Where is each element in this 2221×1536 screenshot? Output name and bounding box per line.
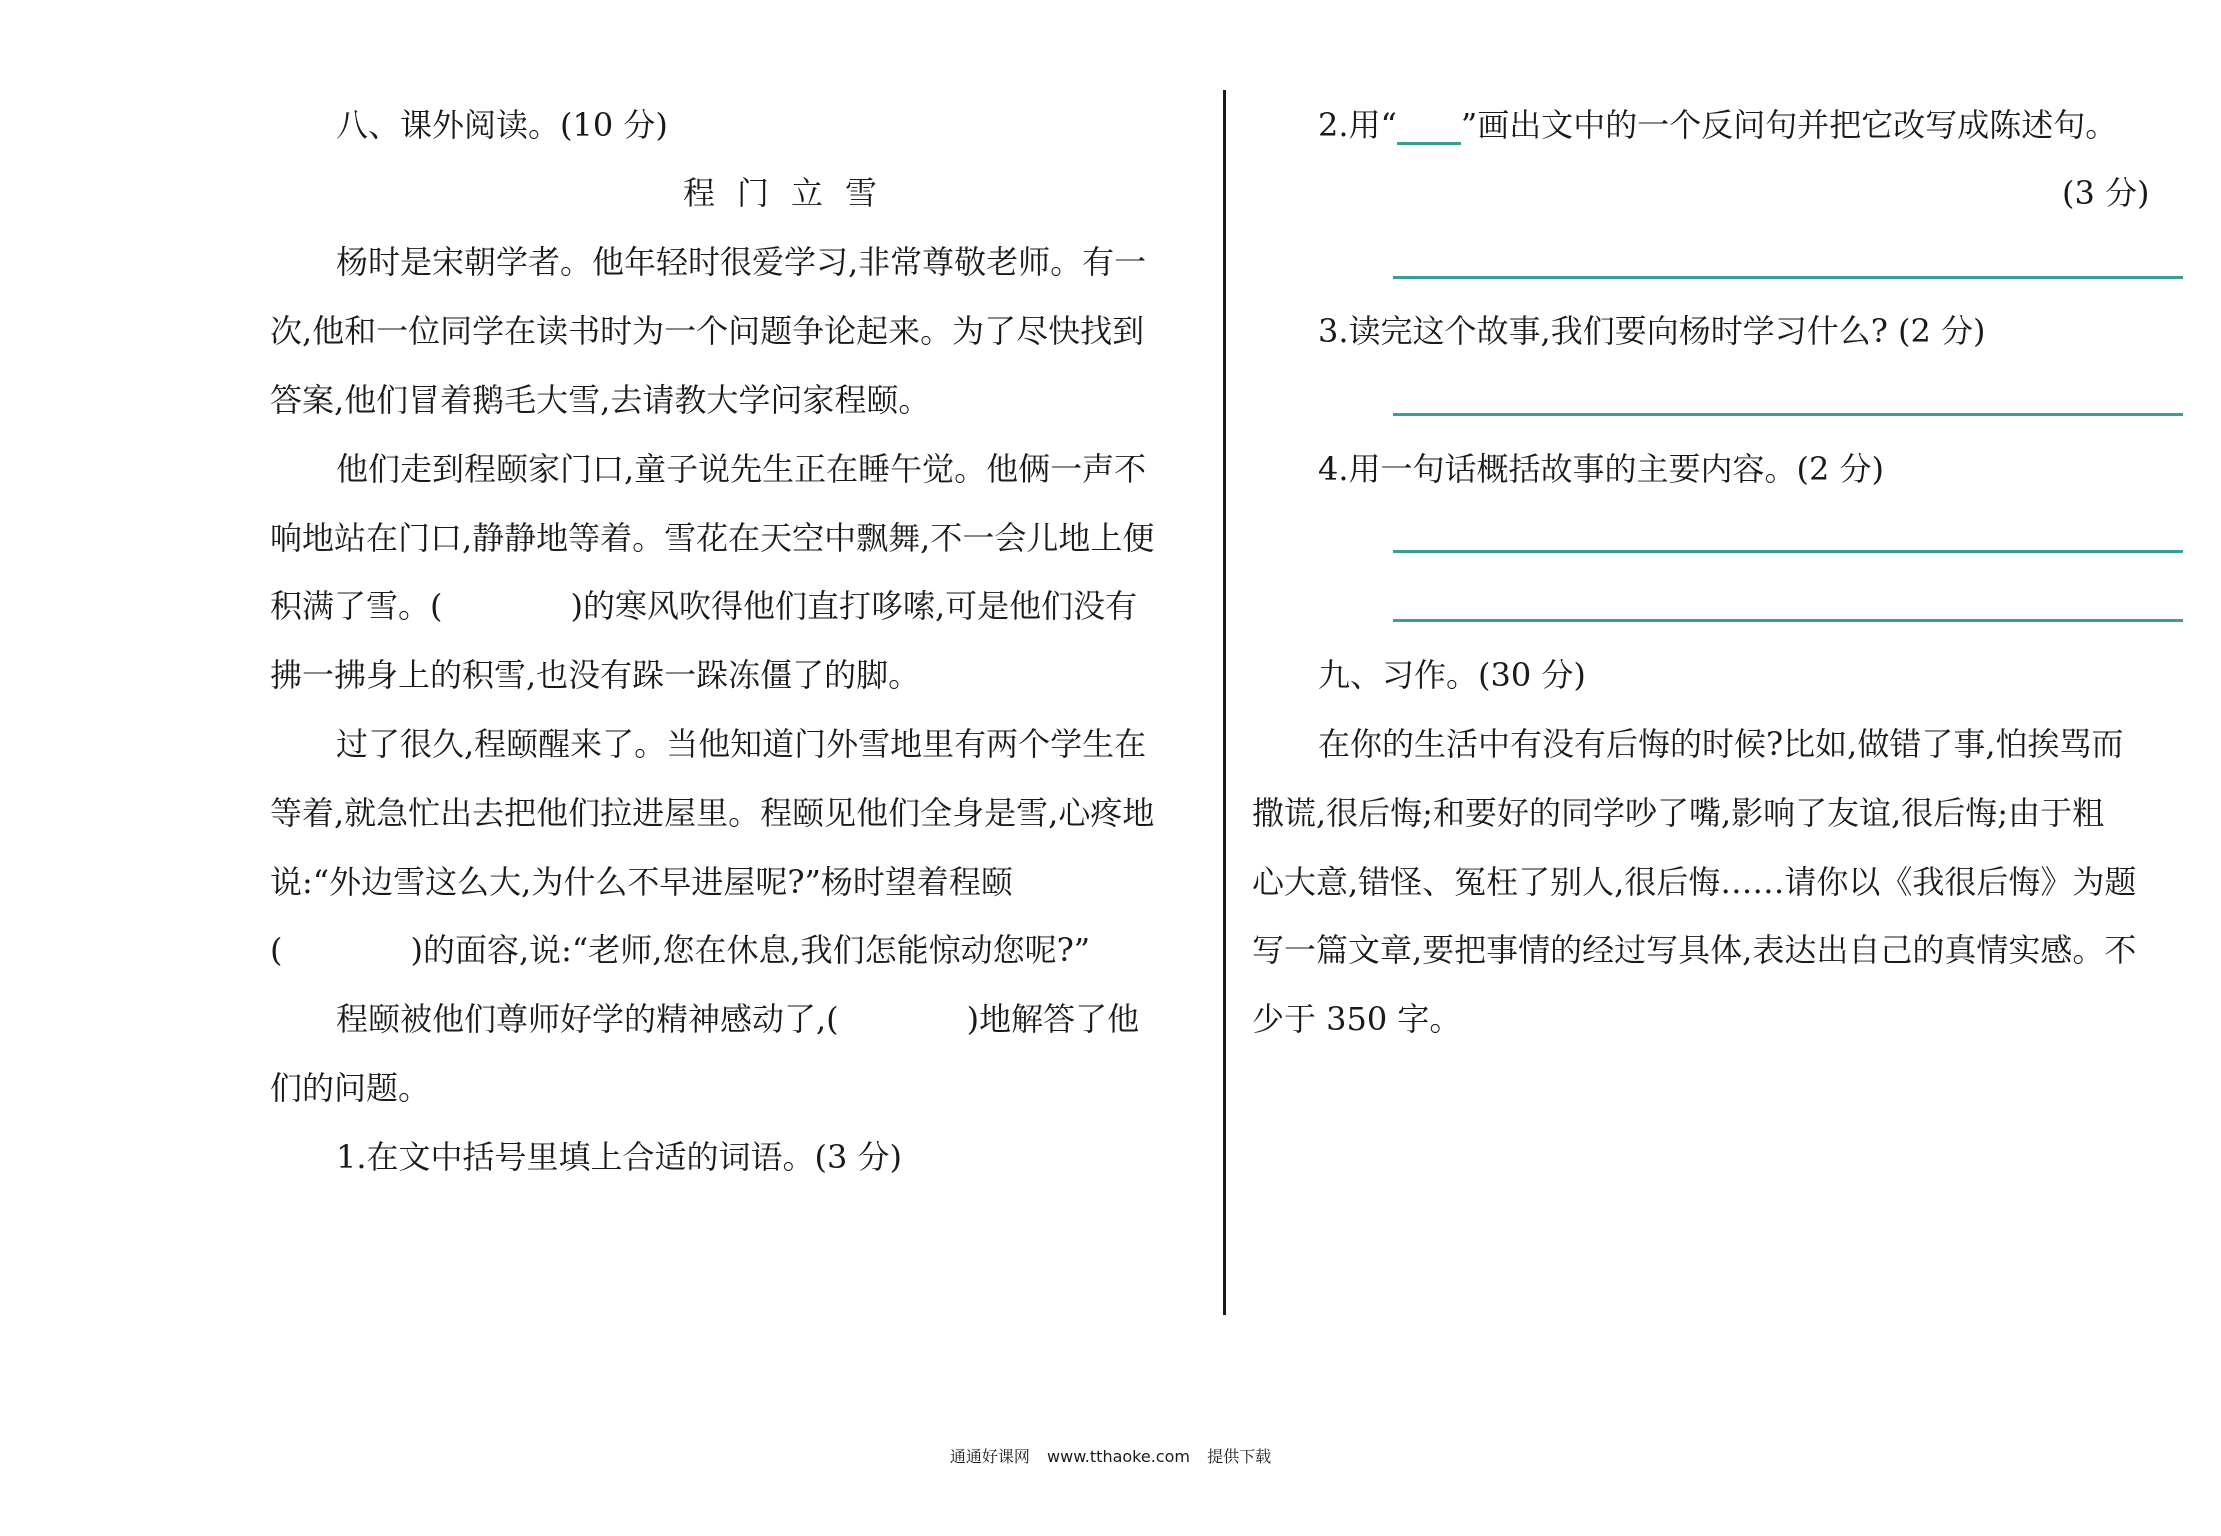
story-line: 积满了雪。( )的寒风吹得他们直打哆嗦,可是他们没有	[270, 587, 1138, 625]
answer-line-q2[interactable]	[1393, 276, 2183, 279]
story-line: ( )的面容,说:“老师,您在休息,我们怎能惊动您呢?”	[270, 931, 1091, 969]
question-2-suffix: ”画出文中的一个反问句并把它改写成陈述句。	[1460, 106, 2118, 144]
story-line: 杨时是宋朝学者。他年轻时很爱学习,非常尊敬老师。有一	[336, 243, 1147, 281]
underline-blank	[1397, 112, 1461, 145]
essay-prompt-line: 写一篇文章,要把事情的经过写具体,表达出自己的真情实感。不	[1252, 931, 2137, 969]
footer-site-name: 通通好课网	[949, 1447, 1030, 1466]
footer-tagline: 提供下载	[1207, 1447, 1272, 1466]
story-line: 过了很久,程颐醒来了。当他知道门外雪地里有两个学生在	[336, 725, 1147, 763]
story-title: 程门立雪	[683, 174, 900, 212]
essay-prompt-line: 撒谎,很后悔;和要好的同学吵了嘴,影响了友谊,很后悔;由于粗	[1252, 794, 2105, 832]
story-line: 响地站在门口,静静地等着。雪花在天空中飘舞,不一会儿地上便	[270, 519, 1155, 557]
page-footer	[0, 1446, 2221, 1468]
essay-prompt-line: 心大意,错怪、冤枉了别人,很后悔……请你以《我很后悔》为题	[1252, 863, 2137, 901]
story-line: 等着,就急忙出去把他们拉进屋里。程颐见他们全身是雪,心疼地	[270, 794, 1155, 832]
story-line: 程颐被他们尊师好学的精神感动了,( )地解答了他	[336, 1000, 1140, 1038]
question-3: 3.读完这个故事,我们要向杨时学习什么? (2 分)	[1318, 312, 1986, 350]
answer-line-q4-2[interactable]	[1393, 619, 2183, 622]
answer-line-q3[interactable]	[1393, 413, 2183, 416]
story-line: 他们走到程颐家门口,童子说先生正在睡午觉。他俩一声不	[336, 450, 1147, 488]
section-9-heading: 九、习作。(30 分)	[1318, 656, 1586, 694]
story-line: 拂一拂身上的积雪,也没有跺一跺冻僵了的脚。	[270, 656, 921, 694]
story-line: 们的问题。	[270, 1069, 431, 1107]
question-2-prefix: 2.用“	[1318, 106, 1397, 144]
footer-url[interactable]: www.tthaoke.com	[1047, 1447, 1190, 1466]
essay-prompt-line: 少于 350 字。	[1252, 1000, 1462, 1038]
story-line: 答案,他们冒着鹅毛大雪,去请教大学问家程颐。	[270, 381, 931, 419]
story-line: 次,他和一位同学在读书时为一个问题争论起来。为了尽快找到	[270, 312, 1145, 350]
question-4: 4.用一句话概括故事的主要内容。(2 分)	[1318, 450, 1885, 488]
section-8-heading: 八、课外阅读。(10 分)	[336, 106, 668, 144]
question-2	[1318, 105, 2117, 145]
question-2-score: (3 分)	[2062, 174, 2150, 212]
question-1: 1.在文中括号里填上合适的词语。(3 分)	[336, 1138, 903, 1176]
story-line: 说:“外边雪这么大,为什么不早进屋呢?”杨时望着程颐	[270, 863, 1013, 901]
essay-prompt-line: 在你的生活中有没有后悔的时候?比如,做错了事,怕挨骂而	[1318, 725, 2124, 763]
column-divider	[1223, 90, 1226, 1315]
answer-line-q4-1[interactable]	[1393, 550, 2183, 553]
